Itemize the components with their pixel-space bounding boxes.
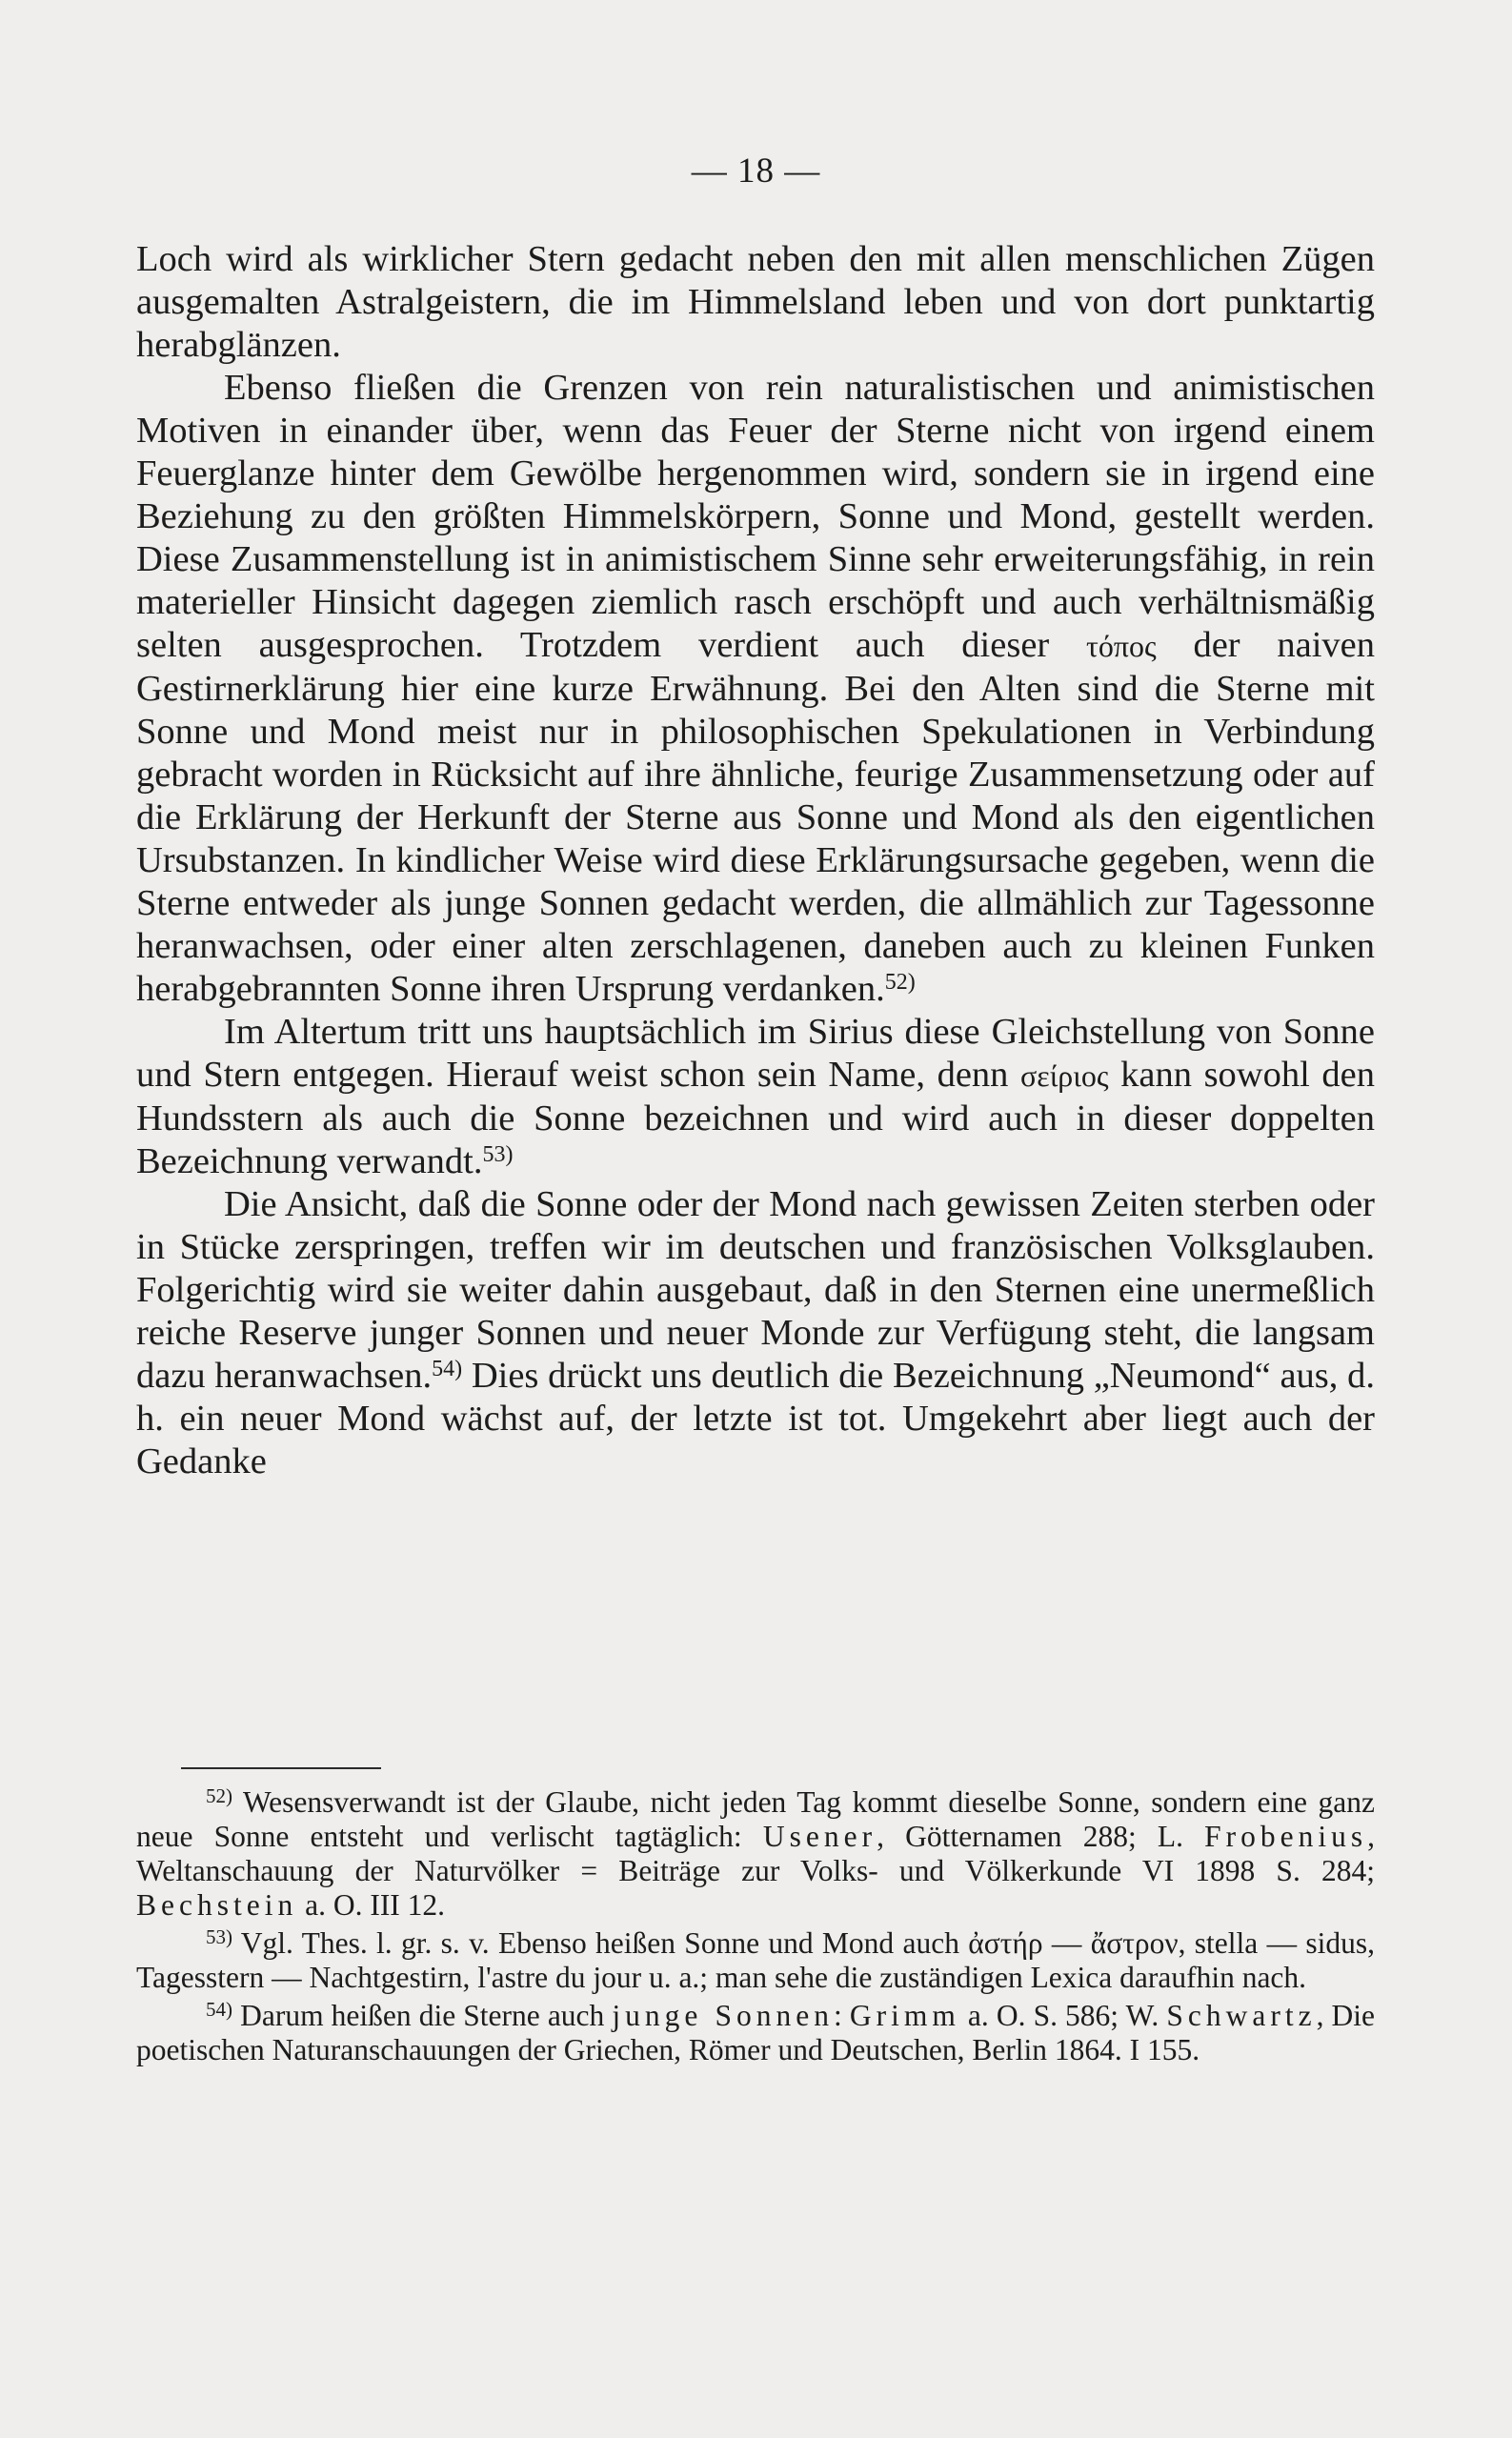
paragraph-text: Dies drückt uns deutlich die Bezeichnung „Neumond“ aus, d. h. ein neuer Mond wächst auf, der letzte ist tot. Umgekehrt aber liegt auch der Gedanke — [136, 1356, 1376, 1481]
paragraph-text: kann sowohl den Hundsstern als auch die Sonne bezeichnen und wird auch in dieser doppelten Bezeichnung verwandt. — [136, 1055, 1375, 1181]
footnote-text: : — [833, 1999, 842, 2032]
footnote-text: , Götternamen 288; L. — [877, 1820, 1183, 1853]
author-name: Frobenius — [1204, 1820, 1368, 1853]
paragraph-continuation — [136, 238, 1375, 367]
footnote-52 — [136, 1785, 1375, 1923]
author-name: Schwartz — [1166, 1999, 1317, 2032]
author-name: Usener — [762, 1820, 877, 1853]
author-name: Grimm — [849, 1999, 960, 2032]
paragraph-text: Ebenso fließen die Grenzen von rein naturalistischen und animistischen Motiven in einander über, wenn das Feuer der Sterne nicht von irgend einem Feuerglanze hinter dem Gewölbe hergenommen wird, sondern sie in irgend eine Beziehung zu den größten Himmelskörpern, Sonne und Mond, gestellt werden. Diese Zusammenstellung ist in animistischem Sinne sehr erweiterungsfähig, in rein materieller Hinsicht dagegen ziemlich rasch erschöpft und auch verhältnismäßig selten ausgesprochen. Trotzdem verdient auch dieser — [136, 368, 1375, 665]
footnote-text: , stella — sidus, Tagesstern — Nachtgestirn, l'astre du jour u. a.; man sehe die zuständigen Lexica daraufhin nach. — [136, 1926, 1376, 1994]
paragraph — [136, 1183, 1375, 1483]
greek-word: σείριος — [1020, 1058, 1109, 1093]
greek-word: ἀστήρ — [968, 1926, 1043, 1960]
greek-word: τόπος — [1086, 629, 1157, 663]
footnote-text: Darum heißen die Sterne auch — [240, 1999, 605, 2032]
footnote-text: , Weltanschauung der Naturvölker = Beiträge zur Volks- und Völkerkunde VI 1898 S. 284; — [136, 1820, 1376, 1887]
footnote-53 — [136, 1926, 1375, 1995]
footnote-marker: 54) — [206, 1998, 232, 2021]
page-number: — 18 — — [691, 151, 821, 191]
footnote-text: — — [1051, 1926, 1082, 1960]
paragraph-text: Im Altertum tritt uns hauptsächlich im Sirius diese Gleichstellung von Sonne und Stern entgegen. Hierauf weist schon sein Name, denn — [136, 1012, 1375, 1095]
greek-word: ἄστρον — [1090, 1926, 1179, 1960]
paragraph-text: Die Ansicht, daß die Sonne oder der Mond nach gewissen Zeiten sterben oder in Stücke zerspringen, treffen wir im deutschen und französischen Volksglauben. Folgerichtig wird sie weiter dahin ausgebaut, daß in den Sternen eine unermeßlich reiche Reserve junger Sonnen und neuer Monde zur Verfügung steht, die langsam dazu heranwachsen. — [136, 1184, 1375, 1396]
paragraph-text: Loch wird als wirklicher Stern gedacht neben den mit allen menschlichen Zügen ausgemalten Astralgeistern, die im Himmelsland leben und von dort punktartig herabglänzen. — [136, 239, 1375, 365]
footnote-text: Wesensverwandt ist der Glaube, nicht jeden Tag kommt dieselbe Sonne, sondern eine ganz neue Sonne entsteht und verlischt tagtäglich: — [136, 1785, 1375, 1853]
paragraph — [136, 367, 1375, 1011]
paragraph — [136, 1011, 1375, 1183]
footnote-text: Vgl. Thes. l. gr. s. v. Ebenso heißen Sonne und Mond auch — [240, 1926, 959, 1960]
main-text — [136, 238, 1375, 1483]
paragraph-text: der naiven Gestirnerklärung hier eine kurze Erwähnung. Bei den Alten sind die Sterne mit Sonne und Mond meist nur in philosophischen Spekulationen in Verbindung gebracht worden in Rücksicht auf ihre ähnliche, feurige Zusammensetzung oder auf die Erklärung der Herkunft der Sterne aus Sonne und Mond als den eigentlichen Ursubstanzen. In kindlicher Weise wird diese Erklärungsursache gegeben, wenn die Sterne entweder als junge Sonnen gedacht werden, die allmählich zur Tagessonne heranwachsen, oder einer alten zerschlagenen, daneben auch zu kleinen Funken herabgebrannten Sonne ihren Ursprung verdanken. — [136, 625, 1375, 1009]
author-name: Bechstein — [136, 1888, 298, 1922]
footnote-reference[interactable]: 52) — [884, 970, 916, 995]
emphasized-phrase: junge Sonnen — [612, 1999, 834, 2032]
footnote-text: a. O. III 12. — [305, 1888, 446, 1922]
footnotes — [136, 1785, 1375, 2071]
footnote-reference[interactable]: 54) — [432, 1357, 463, 1381]
footnote-divider — [181, 1767, 381, 1769]
footnote-54 — [136, 1999, 1375, 2067]
footnote-marker: 52) — [206, 1784, 232, 1807]
footnote-text: a. O. S. 586; W. — [967, 1999, 1159, 2032]
footnote-reference[interactable]: 53) — [482, 1142, 514, 1167]
footnote-marker: 53) — [206, 1925, 232, 1948]
footnote-text: , Die poetischen Naturanschauungen der Griechen, Römer und Deutschen, Berlin 1864. I 155. — [136, 1999, 1376, 2066]
